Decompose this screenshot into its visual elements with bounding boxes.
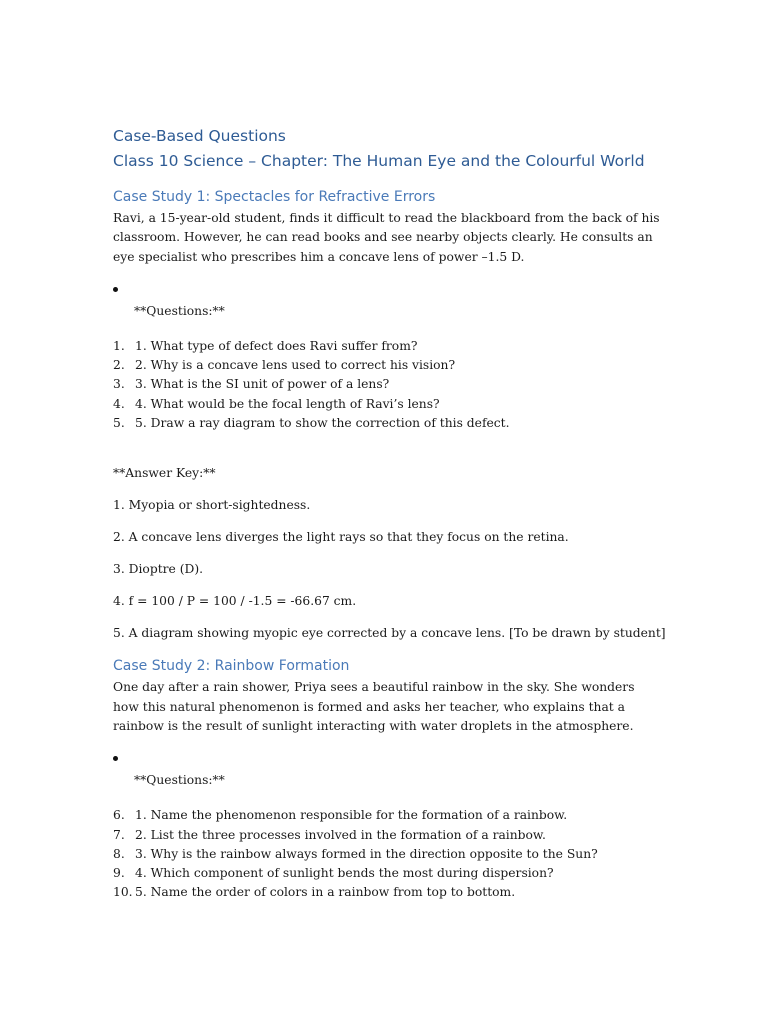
question-number: 6. xyxy=(113,808,125,823)
bullet-icon xyxy=(113,287,118,292)
case-study-2-questions xyxy=(113,806,673,902)
answer-item: 1. Myopia or short-sightedness. xyxy=(113,498,311,513)
bullet-icon xyxy=(113,756,118,761)
question-text: 3. Why is the rainbow always formed in the direction opposite to the Sun? xyxy=(135,846,598,861)
question-item xyxy=(113,883,673,902)
case-study-1-paragraph: Ravi, a 15-year-old student, finds it difficult to read the blackboard from the back of his classroom. However, he can read books and see nearby objects clearly. He consults an eye specialist who prescribes him a concave lens of power –1.5 D. xyxy=(113,211,660,264)
question-text: 4. What would be the focal length of Ravi’s lens? xyxy=(135,396,440,411)
question-text: 3. What is the SI unit of power of a lens? xyxy=(135,377,390,392)
question-text: 4. Which component of sunlight bends the most during dispersion? xyxy=(135,866,554,881)
question-item xyxy=(113,356,673,375)
question-item xyxy=(113,864,673,883)
case-study-2-bullet xyxy=(113,750,673,794)
answer-item: 2. A concave lens diverges the light rays so that they focus on the retina. xyxy=(113,530,569,545)
question-item xyxy=(113,845,673,864)
question-text: 2. List the three processes involved in the formation of a rainbow. xyxy=(135,827,546,842)
question-text: 5. Draw a ray diagram to show the correction of this defect. xyxy=(135,416,510,431)
document-body xyxy=(113,124,673,903)
answer-item: 3. Dioptre (D). xyxy=(113,562,204,577)
question-item xyxy=(113,806,673,825)
case-study-1-questions xyxy=(113,337,673,433)
case-study-1-heading: Case Study 1: Spectacles for Refractive Errors xyxy=(113,189,436,205)
question-item xyxy=(113,395,673,414)
question-number: 1. xyxy=(113,338,125,353)
case-study-1-questions-label: **Questions:** xyxy=(134,303,225,318)
question-number: 8. xyxy=(113,846,125,861)
document-subtitle: Class 10 Science – Chapter: The Human Eye and the Colourful World xyxy=(113,152,645,170)
question-number: 4. xyxy=(113,396,125,411)
document-title: Case-Based Questions xyxy=(113,127,286,145)
question-number: 5. xyxy=(113,416,125,431)
answer-item: 5. A diagram showing myopic eye corrected by a concave lens. [To be drawn by student] xyxy=(113,626,666,641)
case-study-2-questions-label: **Questions:** xyxy=(134,773,225,788)
question-item xyxy=(113,414,673,433)
question-text: 2. Why is a concave lens used to correct his vision? xyxy=(135,358,456,373)
case-study-2-heading: Case Study 2: Rainbow Formation xyxy=(113,658,350,675)
answer-item: 4. f = 100 / P = 100 / -1.5 = -66.67 cm. xyxy=(113,594,357,609)
case-study-2-paragraph: One day after a rain shower, Priya sees a beautiful rainbow in the sky. She wonders how this natural phenomenon is formed and asks her teacher, who explains that a rainbow is the result of sunlight interacting with water droplets in the atmosphere. xyxy=(113,680,635,733)
question-text: 1. What type of defect does Ravi suffer from? xyxy=(135,338,418,353)
question-item xyxy=(113,826,673,845)
question-number: 9. xyxy=(113,866,125,881)
question-number: 7. xyxy=(113,827,125,842)
question-number: 2. xyxy=(113,358,125,373)
question-item xyxy=(113,375,673,394)
case-study-1-bullet xyxy=(113,281,673,325)
question-text: 5. Name the order of colors in a rainbow from top to bottom. xyxy=(135,885,516,900)
question-item xyxy=(113,337,673,356)
answer-key-label: **Answer Key:** xyxy=(113,466,216,481)
question-number: 3. xyxy=(113,377,125,392)
question-text: 1. Name the phenomenon responsible for the formation of a rainbow. xyxy=(135,808,568,823)
question-number: 10. xyxy=(113,885,133,900)
